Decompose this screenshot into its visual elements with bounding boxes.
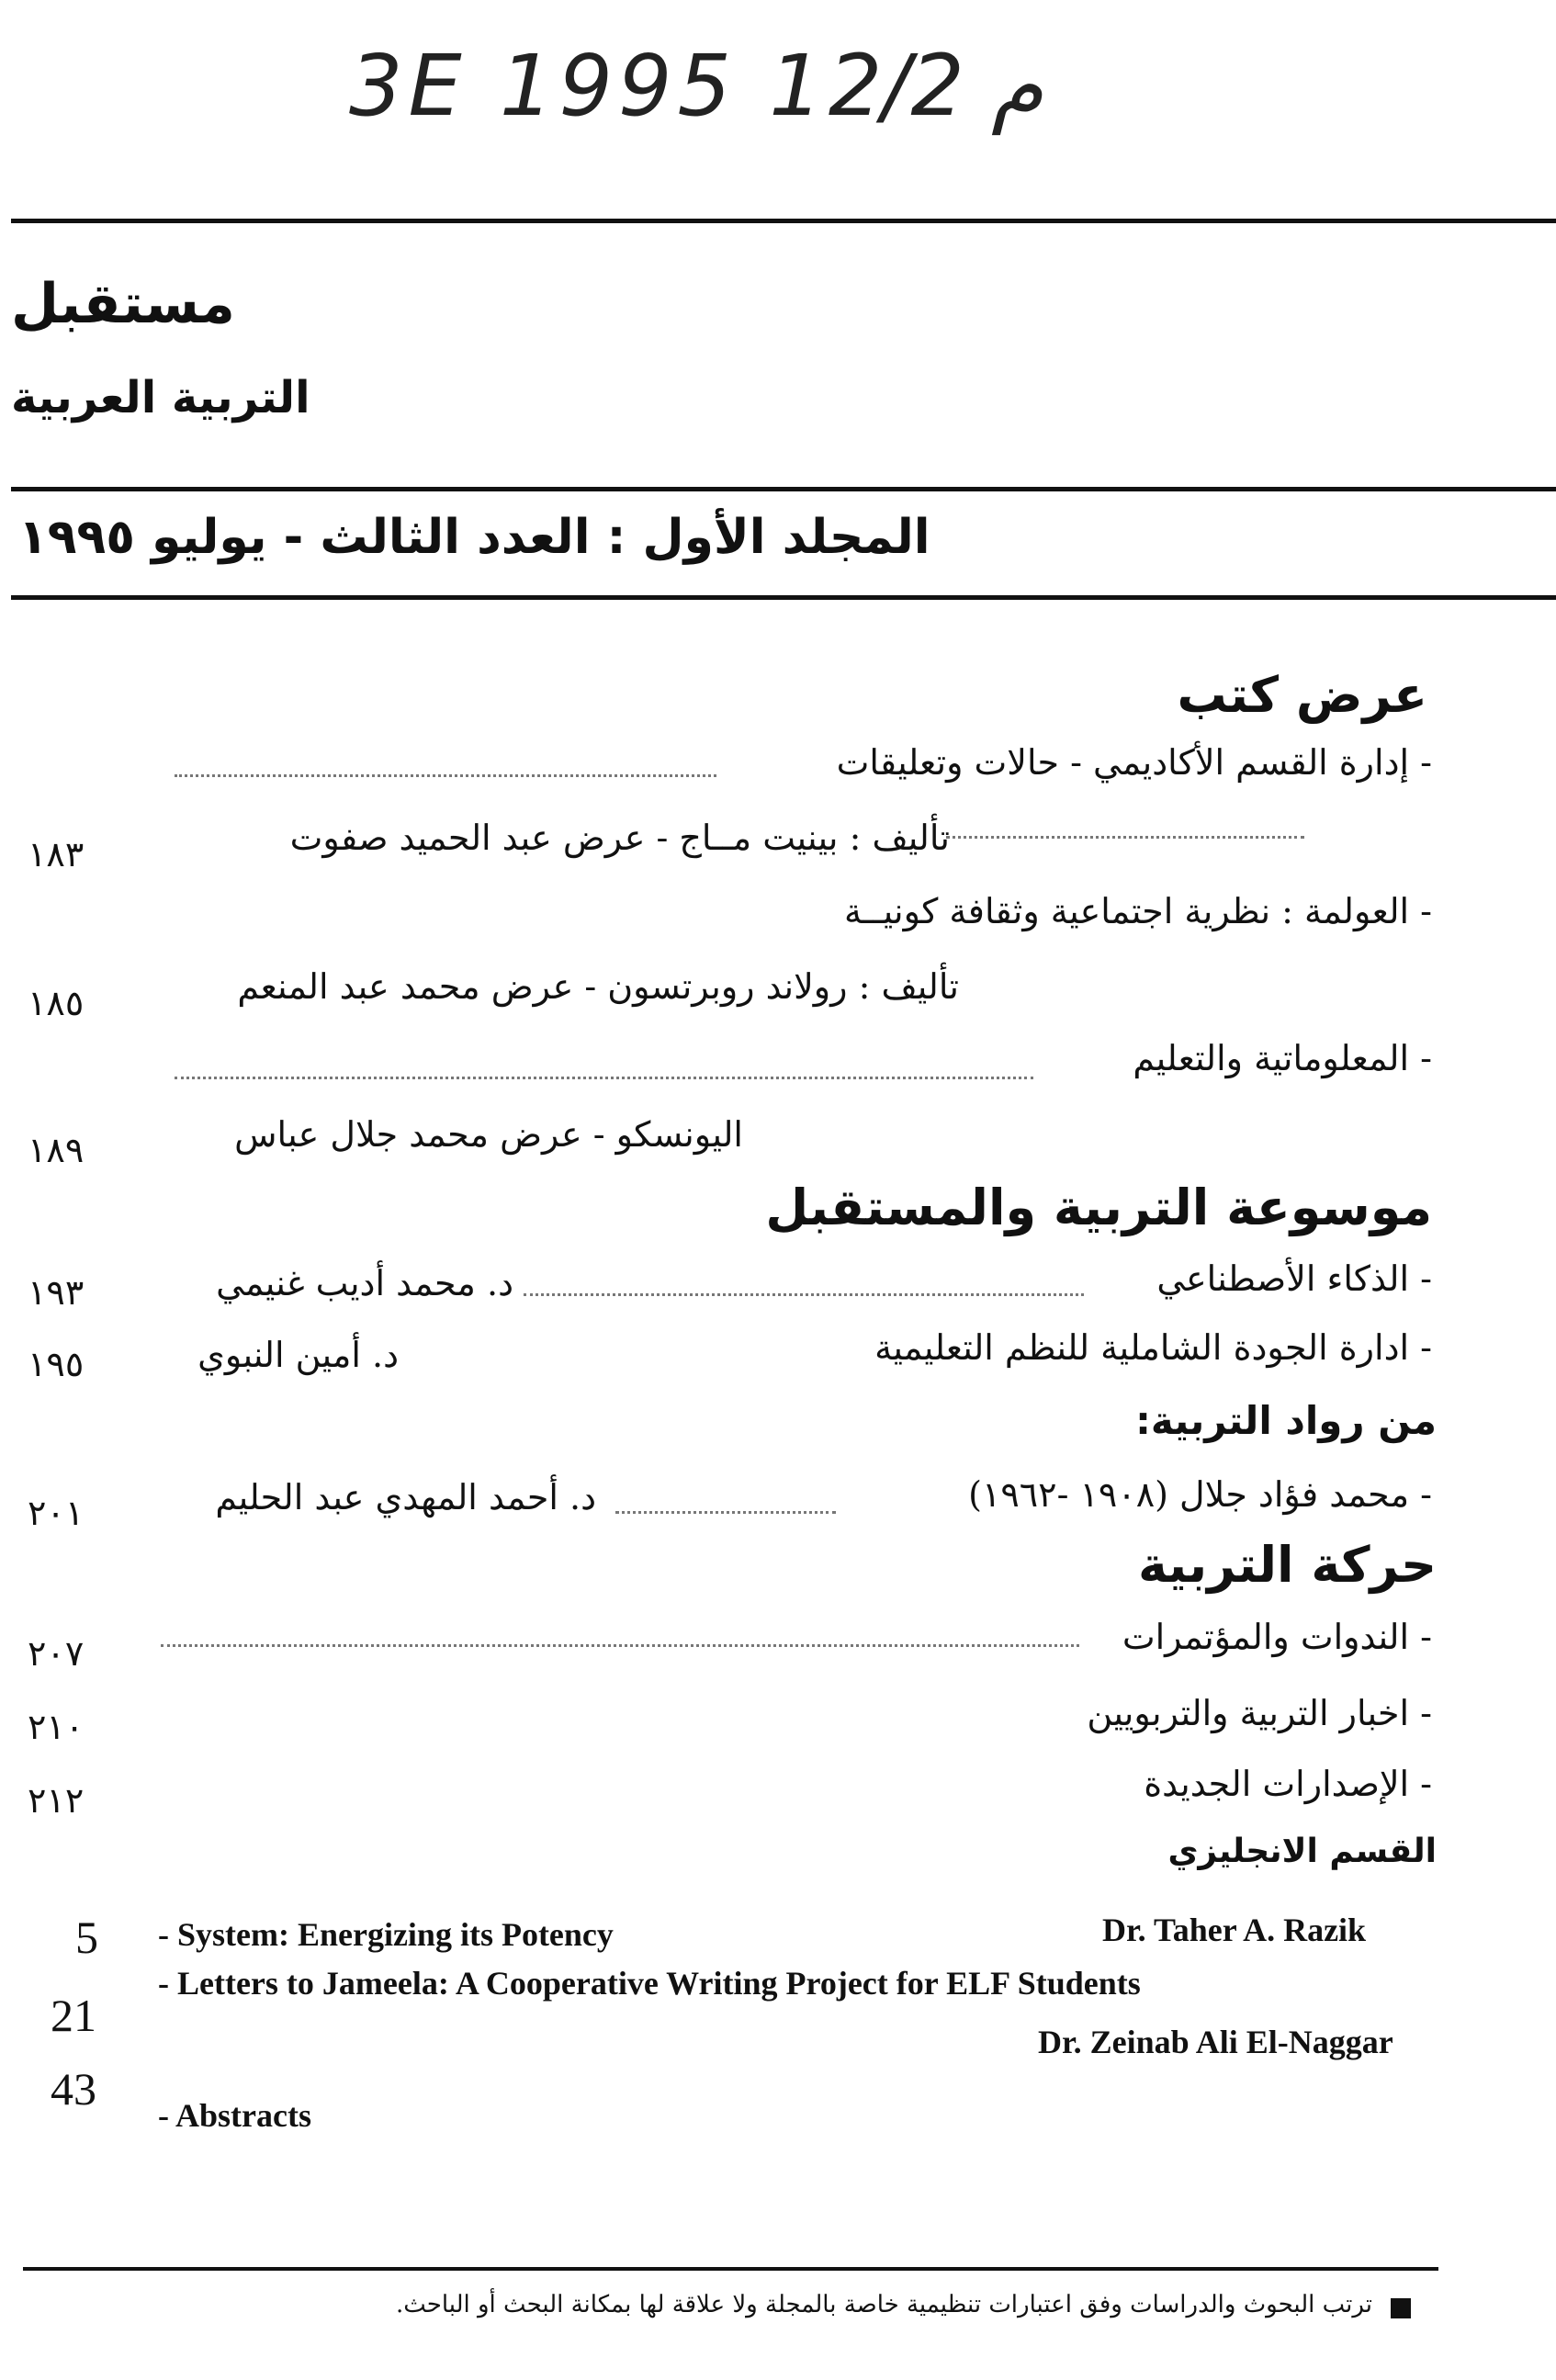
toc-item-author: Dr. Zeinab Ali El-Naggar (1038, 2024, 1393, 2060)
toc-item-author: تأليف : رولاند روبرتسون - عرض محمد عبد المنعم (237, 966, 959, 1007)
toc-item-author: د. أحمد المهدي عبد الحليم (215, 1477, 596, 1517)
toc-item-title: - اخبار التربية والتربويين (1087, 1693, 1432, 1733)
toc-item-author: د. أمين النبوي (197, 1335, 399, 1375)
toc-item-page: ٢٠٧ (28, 1633, 85, 1674)
leader-dots (175, 774, 716, 777)
toc-item-page: ٢٠١ (28, 1493, 85, 1533)
toc-item-author: تأليف : بينيت مــاج - عرض عبد الحميد صفوت (289, 818, 950, 858)
leader-dots (175, 1077, 1033, 1079)
toc-item-title: - Letters to Jameela: A Cooperative Writing Project for ELF Students (158, 1965, 1141, 2002)
issue-rule-bottom (11, 595, 1556, 600)
leader-dots (946, 836, 1304, 839)
section-heading-encyclopedia: موسوعة التربية والمستقبل (765, 1179, 1432, 1236)
toc-item-page: ١٩٥ (28, 1344, 85, 1384)
toc-item-author: اليونسكو - عرض محمد جلال عباس (234, 1114, 743, 1155)
section-heading-english: القسم الانجليزي (1167, 1833, 1437, 1870)
footnote-bullet (1391, 2298, 1411, 2318)
toc-item-page: 43 (51, 2063, 96, 2115)
journal-title-line2: التربية العربية (11, 372, 310, 423)
toc-item-page: ١٨٣ (28, 834, 85, 874)
footer-rule (23, 2267, 1438, 2271)
toc-item-page: 5 (75, 1912, 98, 1963)
section-heading-books-review: عرض كتب (1177, 666, 1427, 724)
toc-item-title: - ادارة الجودة الشاملية للنظم التعليمية (874, 1327, 1432, 1368)
toc-item-title: - Abstracts (158, 2097, 311, 2134)
toc-item-title: - العولمة : نظرية اجتماعية وثقافة كونيــة (843, 891, 1432, 931)
toc-item-author: Dr. Taher A. Razik (1102, 1912, 1367, 1948)
handwritten-note: 3E 1995 1م 2/2 (349, 37, 1044, 135)
toc-item-page: ٢١٢ (28, 1780, 85, 1821)
toc-item-title: - الندوات والمؤتمرات (1122, 1617, 1432, 1657)
toc-item-title: - المعلوماتية والتعليم (1133, 1038, 1432, 1078)
toc-item-title: - System: Energizing its Potency (158, 1916, 614, 1953)
leader-dots (615, 1511, 836, 1514)
section-heading-pioneers: من رواد التربية: (1135, 1398, 1437, 1443)
top-rule (11, 219, 1556, 223)
toc-item-page: ١٨٩ (28, 1130, 85, 1170)
journal-title-line1: مستقبل (11, 272, 235, 336)
section-heading-movement: حركة التربية (1138, 1536, 1437, 1594)
footnote: ترتب البحوث والدراسات وفق اعتبارات تنظيمية خاصة بالمجلة ولا علاقة لها بمكانة البحث أو الباحث. (395, 2291, 1372, 2318)
issue-line: المجلد الأول : العدد الثالث - يوليو ١٩٩٥ (18, 510, 930, 565)
toc-item-author: د. محمد أديب غنيمي (216, 1263, 513, 1303)
toc-item-page: ١٨٥ (28, 983, 85, 1023)
toc-item-title: - إدارة القسم الأكاديمي - حالات وتعليقات (836, 742, 1432, 783)
issue-rule-top (11, 487, 1556, 491)
toc-item-title: - محمد فؤاد جلال (١٩٠٨ -١٩٦٢) (968, 1474, 1432, 1515)
leader-dots (161, 1644, 1079, 1647)
toc-item-page: ١٩٣ (28, 1272, 85, 1313)
toc-item-title: - الإصدارات الجديدة (1144, 1764, 1432, 1804)
toc-item-page: ٢١٠ (28, 1707, 85, 1747)
toc-item-page: 21 (51, 1990, 96, 2041)
toc-item-title: - الذكاء الأصطناعي (1156, 1258, 1432, 1299)
leader-dots (524, 1293, 1084, 1296)
